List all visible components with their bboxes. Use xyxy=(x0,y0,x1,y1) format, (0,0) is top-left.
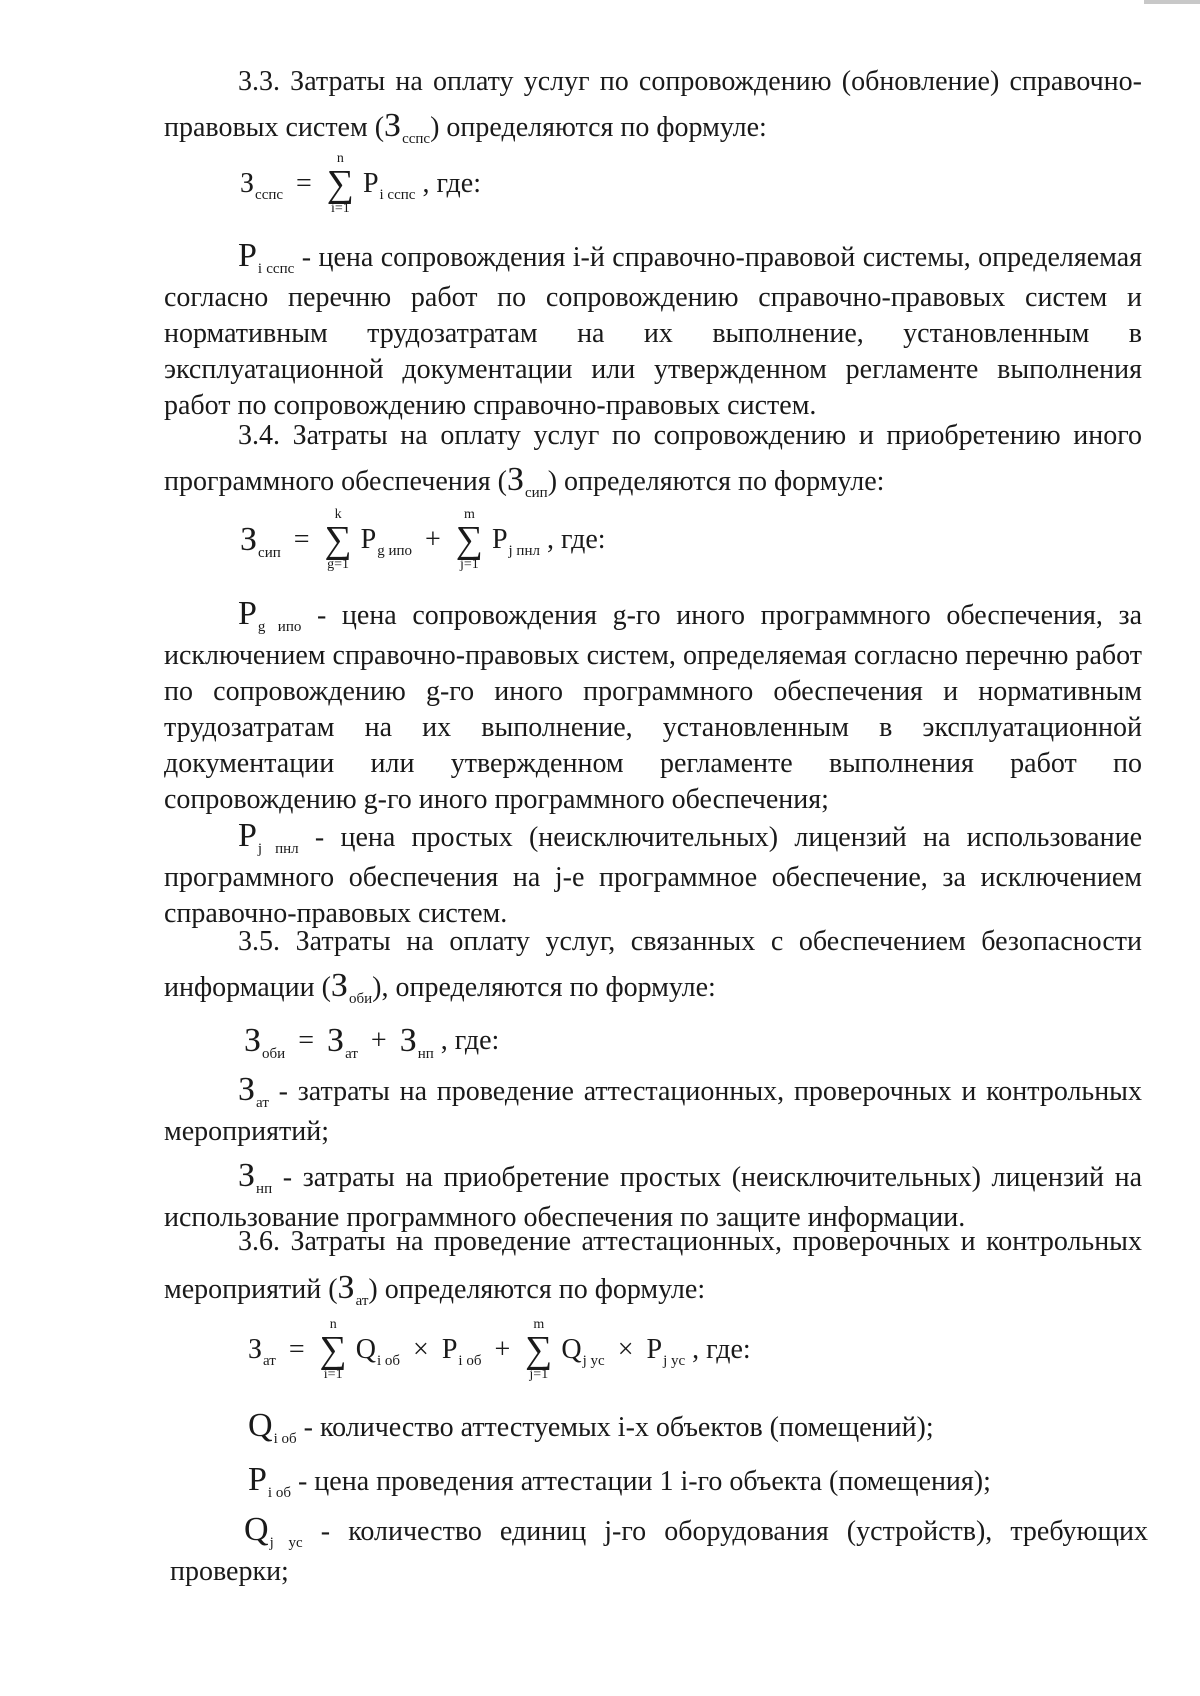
scan-edge-mark xyxy=(1144,0,1200,4)
section-3-5-line2: информации $(З_{оби})$, определяются по формуле: xyxy=(164,967,716,1007)
definition-p-i-ob: $P_{i об}$ - цена проведения аттестации 1 i-го объекта (помещения); xyxy=(248,1461,991,1501)
formula-3-3: $З_{сспс}$ = n ∑ i=1 $P_{i сспс}$ , где: xyxy=(240,151,481,216)
definition-p-i-sps: $P_{i сспс}$ - цена сопровождения i-й справочно-правовой системы, определяемая согласно перечню работ по сопровождению справочно-правовых систем и нормативным трудозатратам на их выполнение, установленным в эксплуатационной документации или утвержденном регламенте выполнения работ по сопровождению справочно-правовых систем. xyxy=(164,237,1143,421)
sigma-symbol: n ∑ i=1 xyxy=(319,1317,347,1382)
section-3-4-line2: программного обеспечения $(З_{сип})$ определяются по формуле: xyxy=(164,461,885,501)
definition-q-i-ob: $Q_{i об}$ - количество аттестуемых i-х объектов (помещений); xyxy=(248,1407,934,1447)
section-3-3-line2: правовых систем $(З_{сспс})$ определяются по формуле: xyxy=(164,107,767,147)
section-3-4-heading: 3.4. Затраты на оплату услуг по сопровождению и приобретению иного xyxy=(238,420,1142,451)
sigma-symbol: n ∑ i=1 xyxy=(326,151,354,216)
sigma-symbol: m ∑ j=1 xyxy=(525,1317,553,1382)
definition-p-g-ipo: $P_{g ипо}$ - цена сопровождения g-го иного программного обеспечения, за исключением справочно-правовых систем, определяемая согласно перечню работ по сопровождению g-го иного программного обеспечения и нормативным трудозатратам на их выполнение, установленным в эксплуатационной документации или утвержденном регламенте выполнения работ по сопровождению g-го иного программного обеспечения; xyxy=(164,595,1142,815)
section-3-6-line2: мероприятий $(З_{ат})$ определяются по формуле: xyxy=(164,1269,706,1309)
section-3-5-heading: 3.5. Затраты на оплату услуг, связанных с обеспечением безопасности xyxy=(238,926,1142,957)
section-3-6-heading: 3.6. Затраты на проведение аттестационных, проверочных и контрольных xyxy=(238,1226,1142,1257)
formula-3-5: $З_{оби} = З_{ат} + З_{нп}$ , где: xyxy=(244,1022,500,1062)
definition-z-np: $З_{нп}$ - затраты на приобретение простых (неисключительных) лицензий на использование программного обеспечения по защите информации. xyxy=(164,1157,1143,1233)
definition-p-j-pnl: $P_{j пнл}$ - цена простых (неисключительных) лицензий на использование программного обеспечения на j-е программное обеспечение, за исключением справочно-правовых систем. xyxy=(164,817,1142,929)
formula-3-6: $З_{ат}$ = n ∑ i=1 $Q_{i об} \times P_{i об}$ + m ∑ j=1 $Q_{j ус} \times P_{j ус}$ , где: xyxy=(248,1317,751,1382)
formula-3-4: $З_{сип}$ = k ∑ g=1 $P_{g ипо}$ + m ∑ j=1 $P_{j пнл}$ , где: xyxy=(240,507,606,572)
section-3-3-heading: 3.3. Затраты на оплату услуг по сопровождению (обновление) справочно- xyxy=(238,66,1142,97)
sigma-symbol: m ∑ j=1 xyxy=(455,507,483,572)
definition-z-at: $З_{ат}$ - затраты на проведение аттестационных, проверочных и контрольных мероприятий; xyxy=(164,1071,1142,1147)
definition-q-j-us: $Q_{j ус}$ - количество единиц j-го оборудования (устройств), требующих проверки; xyxy=(170,1511,1149,1587)
sigma-symbol: k ∑ g=1 xyxy=(324,507,352,572)
